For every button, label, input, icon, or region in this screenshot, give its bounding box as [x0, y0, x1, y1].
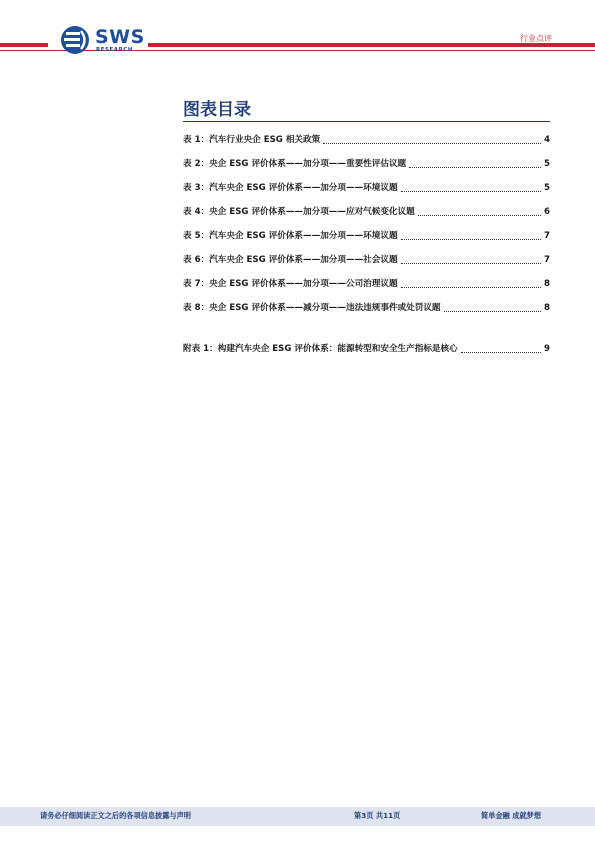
toc-entry-label: 表 6：汽车央企 ESG 评价体系——加分项——社会议题: [183, 255, 398, 265]
toc-entry-label: 表 5：汽车央企 ESG 评价体系——加分项——环境议题: [183, 231, 398, 241]
toc-leader-dots: [418, 214, 541, 216]
footer-page-info: 第3页 共11页: [354, 811, 401, 820]
toc-appendix-entry[interactable]: [183, 342, 550, 356]
toc-leader-dots: [323, 142, 541, 144]
toc-leader-dots: [444, 310, 542, 312]
logo-text: SWS: [95, 26, 145, 48]
toc-entry[interactable]: [183, 181, 550, 195]
toc-entry-label: 表 1：汽车行业央企 ESG 相关政策: [183, 135, 321, 145]
toc-entry-label: 表 8：央企 ESG 评价体系——减分项——违法违规事件或处罚议题: [183, 303, 441, 313]
toc-entry-page: 7: [544, 231, 550, 241]
toc-leader-dots: [401, 262, 541, 264]
toc-entry[interactable]: [183, 301, 550, 315]
toc-entry-page: 5: [544, 183, 550, 193]
toc-leader-dots: [401, 286, 541, 288]
toc-entry-label: 表 4：央企 ESG 评价体系——加分项——应对气候变化议题: [183, 207, 415, 217]
page-footer: [0, 807, 595, 826]
toc-entry-label: 表 2：央企 ESG 评价体系——加分项——重要性评估议题: [183, 159, 407, 169]
toc-entry[interactable]: [183, 205, 550, 219]
sws-logo: [60, 25, 144, 57]
toc-entry[interactable]: [183, 229, 550, 243]
toc-entry-page: 7: [544, 255, 550, 265]
toc-entry[interactable]: [183, 277, 550, 291]
toc-entry-label: 表 7：央企 ESG 评价体系——加分项——公司治理议题: [183, 279, 398, 289]
toc-entry-page: 5: [544, 159, 550, 169]
toc-entry[interactable]: [183, 133, 550, 147]
toc-entry[interactable]: [183, 253, 550, 267]
toc-entry-page: 9: [544, 344, 550, 354]
toc-title: 图表目录: [183, 100, 251, 120]
toc-leader-dots: [461, 351, 541, 353]
document-type-label: 行业点评: [520, 34, 552, 43]
toc-entry-page: 6: [544, 207, 550, 217]
sws-logo-icon: [60, 25, 92, 55]
toc-entry-label: 表 3：汽车央企 ESG 评价体系——加分项——环境议题: [183, 183, 398, 193]
toc-entry-label: 附表 1：构建汽车央企 ESG 评价体系：能源转型和安全生产指标是核心: [183, 344, 458, 354]
footer-slogan: 简单金融 成就梦想: [481, 811, 542, 820]
logo-subtext: RESEARCH: [96, 47, 133, 53]
toc-entry-page: 4: [544, 135, 550, 145]
toc-entry-page: 8: [544, 279, 550, 289]
header-accent-bar-left: [0, 43, 48, 47]
footer-disclaimer: 请务必仔细阅读正文之后的各项信息披露与声明: [40, 811, 191, 820]
toc-leader-dots: [401, 190, 541, 192]
toc-entry-page: 8: [544, 303, 550, 313]
toc-title-rule: [183, 121, 550, 122]
toc-leader-dots: [409, 166, 541, 168]
toc-entry[interactable]: [183, 157, 550, 171]
toc-leader-dots: [401, 238, 541, 240]
